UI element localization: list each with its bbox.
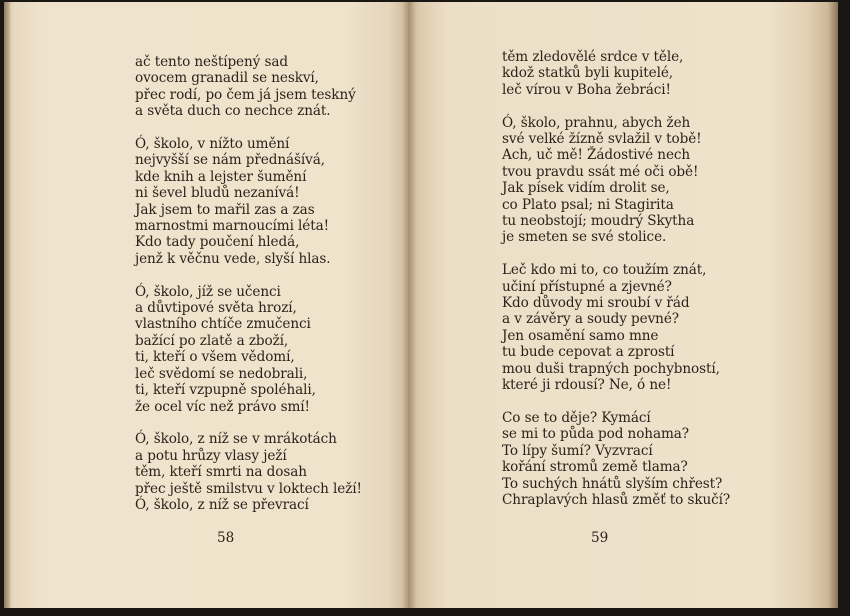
stanza (135, 136, 385, 267)
verse-line: ni ševel bludů nezanívá! (135, 185, 300, 202)
verse-line: To suchých hnátů slyším chřest? (502, 475, 723, 492)
verse-line: mou duši trapných pochybností, (502, 360, 720, 377)
verse-line: které ji rdousí? Ne, ó ne! (502, 377, 672, 394)
verse-line: leč vírou v Boha žebráci! (502, 81, 671, 98)
book-spine-shadow (402, 2, 416, 608)
verse-line: Jak písek vidím drolit se, (502, 180, 670, 197)
verse-line: Ó, školo, jíž se učenci (135, 283, 281, 300)
verse-line: se mi to půda pod nohama? (502, 426, 689, 443)
verse-line: Ó, školo, prahnu, abych žeh (502, 114, 691, 131)
verse-line: vlastního chtíče zmučenci (135, 316, 311, 333)
verse-line: učiní přístupné a zjevné? (502, 278, 672, 295)
open-book (4, 2, 838, 608)
verse-line: ovocem granadil se neskví, (135, 70, 319, 87)
verse-line: tu neobstojí; moudrý Skytha (502, 213, 695, 230)
verse-line: kde knih a lejster šumění (135, 168, 307, 185)
stanza (135, 54, 385, 120)
verse-line: Ó, školo, z níž se převrací (135, 496, 309, 513)
verse-line: přec ještě smilstvu v loktech leží! (135, 480, 362, 497)
verse-line: a v závěry a soudy pevné? (502, 311, 679, 328)
verse-line: Ó, školo, z níž se v mrákotách (135, 431, 337, 448)
verse-line: Jen osamění samo mne (502, 327, 659, 344)
verse-line: Ach, uč mě! Žádostivé nech (502, 147, 691, 164)
left-page (4, 2, 408, 608)
verse-line: ač tento neštípený sad (135, 54, 288, 70)
left-page-verses (135, 54, 385, 530)
verse-line: Chraplavých hlasů změť to skučí? (502, 491, 731, 508)
verse-line: tu bude cepovat a zprostí (502, 344, 675, 361)
verse-line: kořání stromů země tlama? (502, 459, 688, 476)
verse-line: ti, kteří vzpupně spoléhali, (135, 382, 316, 399)
stanza (502, 115, 732, 246)
verse-line: jenž k věčnu vede, slyší hlas. (135, 250, 331, 267)
verse-line: že ocel víc než právo smí! (135, 398, 310, 415)
verse-line: leč svědomí se nedobrali, (135, 365, 308, 382)
verse-line: kdož statků byli kupitelé, (502, 65, 673, 82)
right-page (408, 2, 838, 608)
verse-line: nejvyšší se nám přednášívá, (135, 152, 325, 169)
right-page-number: 59 (591, 530, 609, 546)
page-edge (4, 2, 10, 608)
stanza (502, 262, 732, 393)
verse-line: ti, kteří o všem vědomí, (135, 349, 295, 366)
verse-line: a potu hrůzy vlasy ježí (135, 447, 287, 464)
verse-line: přec rodí, po čem já jsem teskný (135, 86, 356, 103)
verse-line: Kdo důvody mi sroubí v řád (502, 295, 690, 312)
verse-line: Jak jsem to mařil zas a zas (135, 201, 315, 218)
stanza (502, 49, 732, 98)
stanza (135, 431, 385, 513)
verse-line: Kdo tady poučení hledá, (135, 234, 300, 251)
stanza (135, 284, 385, 415)
verse-line: marnostmi marnoucími léta! (135, 218, 329, 235)
verse-line: a světa duch co nechce znát. (135, 103, 331, 120)
right-page-verses (502, 49, 732, 525)
verse-line: těm zledovělé srdce v těle, (502, 49, 684, 65)
verse-line: tvou pravdu ssát mé oči obě! (502, 163, 699, 180)
verse-line: Co se to děje? Kymácí (502, 409, 651, 426)
verse-line: To lípy šumí? Vyzvrací (502, 442, 653, 459)
verse-line: Ó, školo, v nížto umění (135, 136, 290, 153)
verse-line: co Plato psal; ni Stagirita (502, 196, 674, 213)
verse-line: je smeten se své stolice. (502, 229, 667, 246)
stanza (502, 410, 732, 508)
verse-line: a důvtipové světa hrozí, (135, 300, 297, 317)
verse-line: Leč kdo mi to, co toužím znát, (502, 262, 707, 279)
verse-line: bažící po zlatě a zboží, (135, 332, 289, 349)
verse-line: těm, kteří smrti na dosah (135, 464, 307, 481)
left-page-number: 58 (217, 530, 235, 546)
verse-line: své velké žízně svlažil v tobě! (502, 131, 702, 148)
